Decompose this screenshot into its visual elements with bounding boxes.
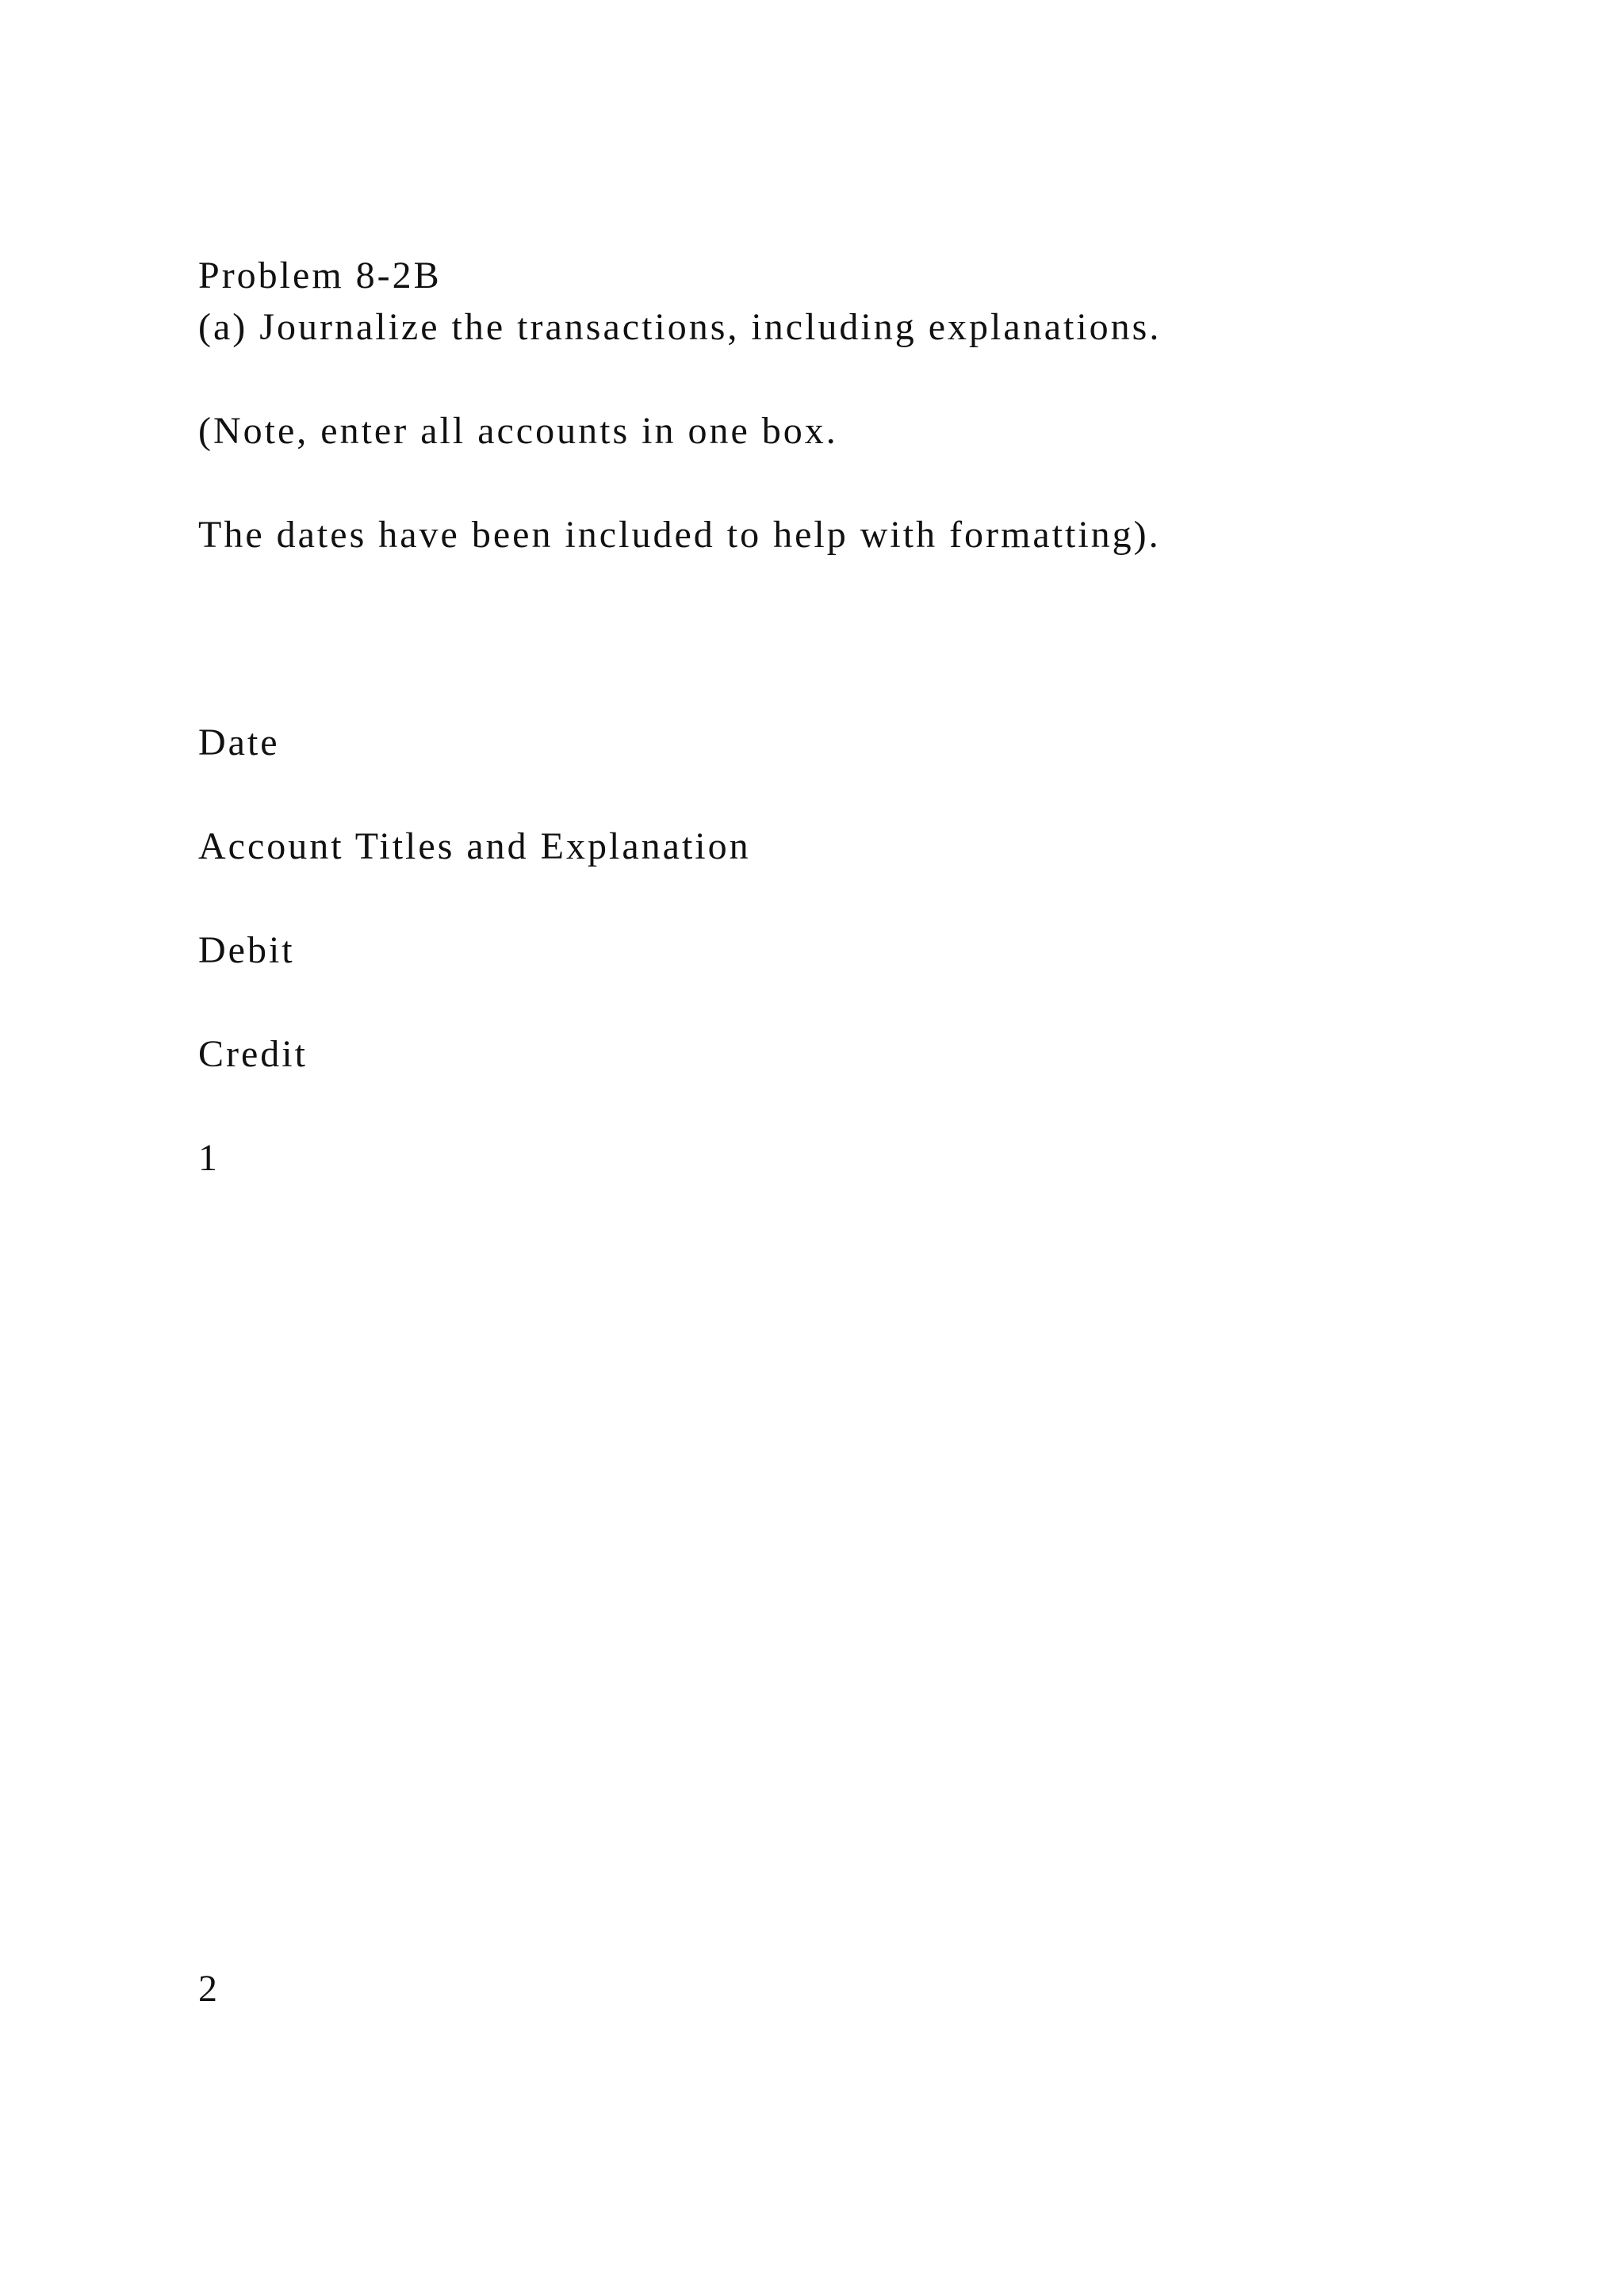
instruction-text: (a) Journalize the transactions, including explanations. <box>198 306 1162 348</box>
header-date: Date <box>198 721 280 763</box>
header-debit: Debit <box>198 929 295 971</box>
note-text: (Note, enter all accounts in one box. <box>198 410 838 452</box>
header-account-titles: Account Titles and Explanation <box>198 825 751 867</box>
row-number: 2 <box>198 1968 220 2010</box>
problem-title: Problem 8-2B <box>198 254 442 297</box>
dates-note-text: The dates have been included to help with formatting). <box>198 514 1161 556</box>
header-credit: Credit <box>198 1033 308 1075</box>
row-number: 1 <box>198 1137 220 1179</box>
